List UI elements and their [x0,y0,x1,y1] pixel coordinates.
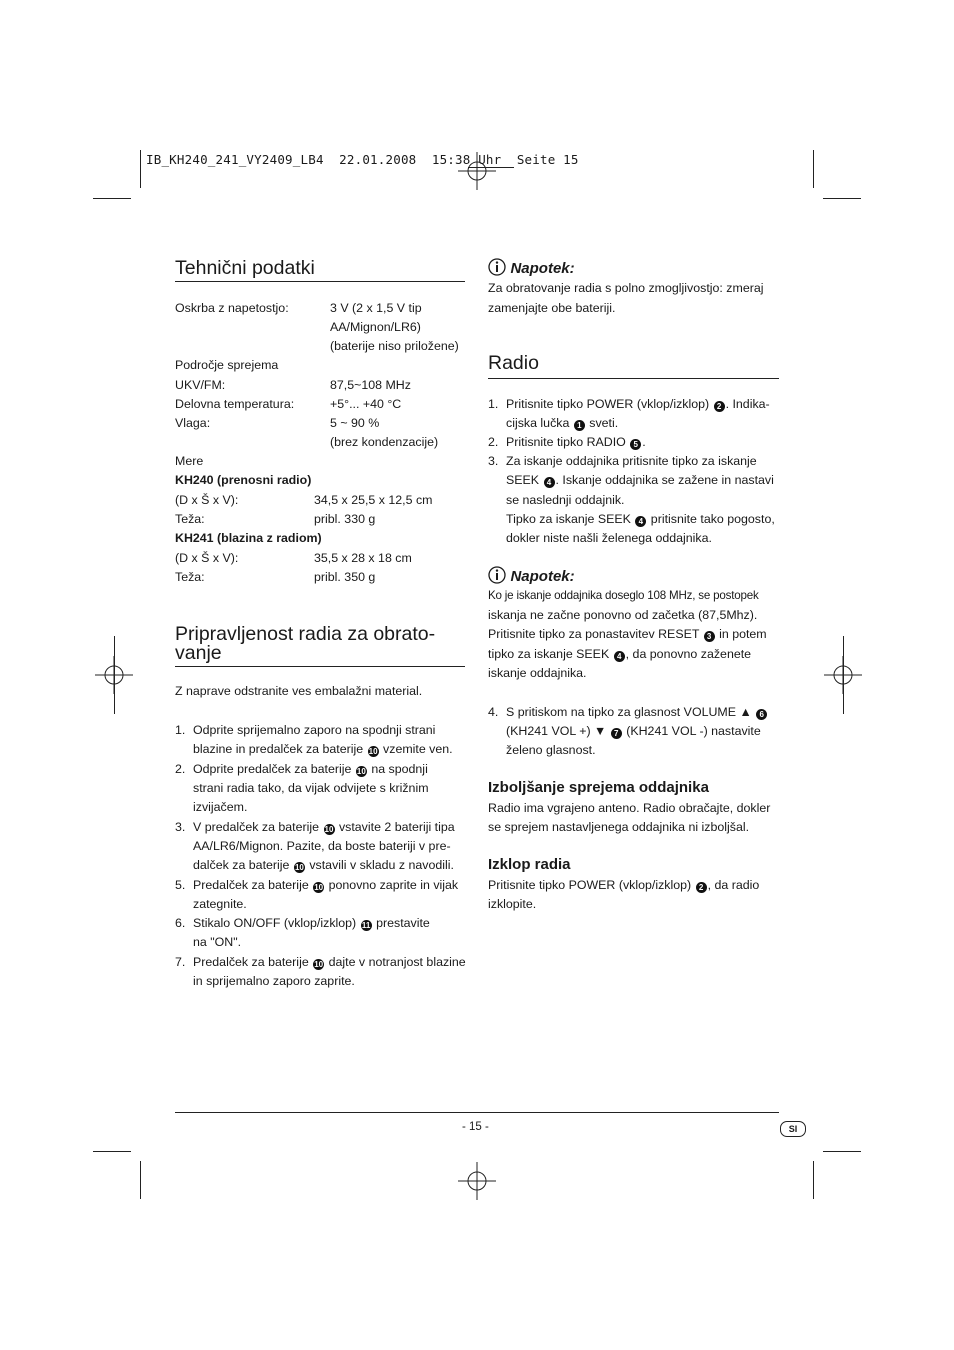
ref-number-icon: 3 [704,631,715,642]
ref-number-icon: 5 [630,439,641,450]
list-item: 3. Za iskanje oddajnika pritisnite tipko za iskanje [488,454,757,468]
section-title-radio: Radio [488,352,539,374]
list-item: 3. V predalček za baterije 10 vstavite 2 bateriji tipa [175,820,455,834]
spec-label: Vlaga: [175,416,211,430]
info-icon [488,566,506,584]
list-item-cont: SEEK 4 . Iskanje oddajnika se zažene in nastavi [506,473,774,487]
note-text: Za obratovanje radia s polno zmogljivostjo: zmeraj [488,281,764,295]
crop-mark [140,150,141,188]
list-item: 6. Stikalo ON/OFF (vklop/izklop) 11 prestavite [175,916,430,930]
list-item: 4. S pritiskom na tipko za glasnost VOLUME ▲ 6 [488,705,768,720]
spec-label: Oskrba z napetostjo: [175,301,289,315]
model-heading: KH241 (blazina z radiom) [175,531,322,545]
list-item-cont: (KH241 VOL +) ▼ 7 (KH241 VOL -) nastavite [506,724,761,738]
list-item-cont: dalček za baterije 10 vstavili v skladu z navodili. [193,858,454,872]
language-badge: SI [780,1121,806,1137]
print-slug: IB_KH240_241_VY2409_LB4 22.01.2008 15:38 Uhr Seite 15 [146,152,579,167]
ref-number-icon: 4 [544,477,555,488]
list-item-cont: cijska lučka 1 sveti. [506,416,619,430]
slug-underline [468,167,514,168]
spec-value: 87,5~108 MHz [330,378,411,392]
info-icon [488,258,506,276]
list-item: 5. Predalček za baterije 10 ponovno zaprite in vijak [175,878,459,892]
crop-mark [813,150,814,188]
list-item-cont: želeno glasnost. [506,743,596,757]
note-text: Ko je iskanje oddajnika doseglo 108 MHz, se postopek [488,589,759,602]
ref-number-icon: 7 [611,728,622,739]
subheading: Izklop radia [488,856,571,873]
crop-mark [813,1161,814,1199]
list-item: 1. Pritisnite tipko POWER (vklop/izklop) 2 . Indika- [488,397,770,411]
divider [488,378,779,379]
ref-number-icon: 2 [714,401,725,412]
section-title-line: Pripravljenost radia za obrato- [175,623,436,645]
spec-label: (D x Š x V): [175,493,239,507]
list-item-cont: zategnite. [193,897,247,911]
body-text: Radio ima vgrajeno anteno. Radio obračajte, dokler [488,801,771,815]
ref-number-icon: 6 [756,709,767,720]
note-text: iskanja ne začne ponovno od začetka (87,5Mhz). [488,608,758,622]
registration-mark-icon [458,1162,496,1200]
spec-value: (brez kondenzacije) [330,435,439,449]
crop-mark [823,1151,861,1152]
list-item-cont: Tipko za iskanje SEEK 4 pritisnite tako pogosto, [506,512,775,526]
spec-label: Teža: [175,512,205,526]
spec-value: pribl. 350 g [314,570,376,584]
ref-number-icon: 4 [614,651,625,662]
ref-number-icon: 10 [314,960,324,969]
footer-divider [175,1112,779,1113]
note-title: Napotek: [510,260,575,277]
note-title: Napotek: [510,568,575,585]
spec-label: Mere [175,454,204,468]
model-heading: KH240 (prenosni radio) [175,473,312,487]
note-heading [488,258,575,278]
intro-text: Z naprave odstranite ves embalažni material. [175,684,423,698]
note-heading [488,566,575,586]
note-text: Pritisnite tipko za ponastavitev RESET 3 in potem [488,627,767,641]
crop-mark [823,198,861,199]
spec-value: 3 V (2 x 1,5 V tip [330,301,422,315]
list-item-cont: blazine in predalček za baterije 10 vzemite ven. [193,742,453,756]
list-item: 2. Odprite predalček za baterije 10 na spodnji [175,762,428,776]
list-item-cont: se naslednji oddajnik. [506,493,625,507]
spec-label: (D x Š x V): [175,551,239,565]
spec-value: 5 ~ 90 % [330,416,380,430]
body-text: izklopite. [488,897,537,911]
ref-number-icon: 10 [314,883,324,892]
spec-label: UKV/FM: [175,378,226,392]
crop-mark [93,198,131,199]
ref-number-icon: 10 [356,767,366,776]
ref-number-icon: 11 [361,921,371,930]
crop-mark [114,636,115,714]
list-item-cont: izvijačem. [193,800,248,814]
crop-mark [140,1161,141,1199]
section-title-tech: Tehnični podatki [175,257,315,279]
ref-number-icon: 10 [368,747,378,756]
ref-number-icon: 10 [294,863,304,872]
body-text: Pritisnite tipko POWER (vklop/izklop) 2 , da radio [488,878,760,892]
divider [175,281,465,282]
ref-number-icon: 1 [574,420,585,431]
ref-number-icon: 10 [324,825,334,834]
list-item-cont: dokler niste našli želenega oddajnika. [506,531,712,545]
divider [175,666,465,667]
list-item-cont: na "ON". [193,935,242,949]
list-item-cont: AA/LR6/Mignon. Pazite, da boste bateriji v pre- [193,839,451,853]
ref-number-icon: 4 [635,516,646,527]
crop-mark [843,636,844,714]
list-item-cont: in sprijemalno zaporo zaprite. [193,974,355,988]
list-item: 1. Odprite sprijemalno zaporo na spodnji strani [175,723,436,737]
ref-number-icon: 2 [696,882,707,893]
note-text: tipko za iskanje SEEK 4 , da ponovno zaženete [488,647,752,661]
note-text: iskanje oddajnika. [488,666,587,680]
list-item: 2. Pritisnite tipko RADIO 5 . [488,435,646,449]
spec-value: +5°... +40 °C [330,397,402,411]
spec-value: AA/Mignon/LR6) [330,320,421,334]
spec-value: (baterije niso priložene) [330,339,459,353]
section-title-line: vanje [175,642,222,664]
spec-value: 35,5 x 28 x 18 cm [314,551,412,565]
spec-label: Delovna temperatura: [175,397,295,411]
page-number: - 15 - [462,1121,489,1133]
list-item-cont: strani radia tako, da vijak odvijete s križnim [193,781,429,795]
note-text: zamenjajte obe bateriji. [488,301,616,315]
spec-label: Področje sprejema [175,358,279,372]
crop-mark [93,1151,131,1152]
body-text: se sprejem nastavljenega oddajnika ni izboljšal. [488,820,750,834]
section-title-prep [175,625,435,663]
spec-value: 34,5 x 25,5 x 12,5 cm [314,493,433,507]
spec-value: pribl. 330 g [314,512,376,526]
subheading: Izboljšanje sprejema oddajnika [488,779,709,796]
list-item: 7. Predalček za baterije 10 dajte v notranjost blazine [175,955,466,969]
spec-label: Teža: [175,570,205,584]
